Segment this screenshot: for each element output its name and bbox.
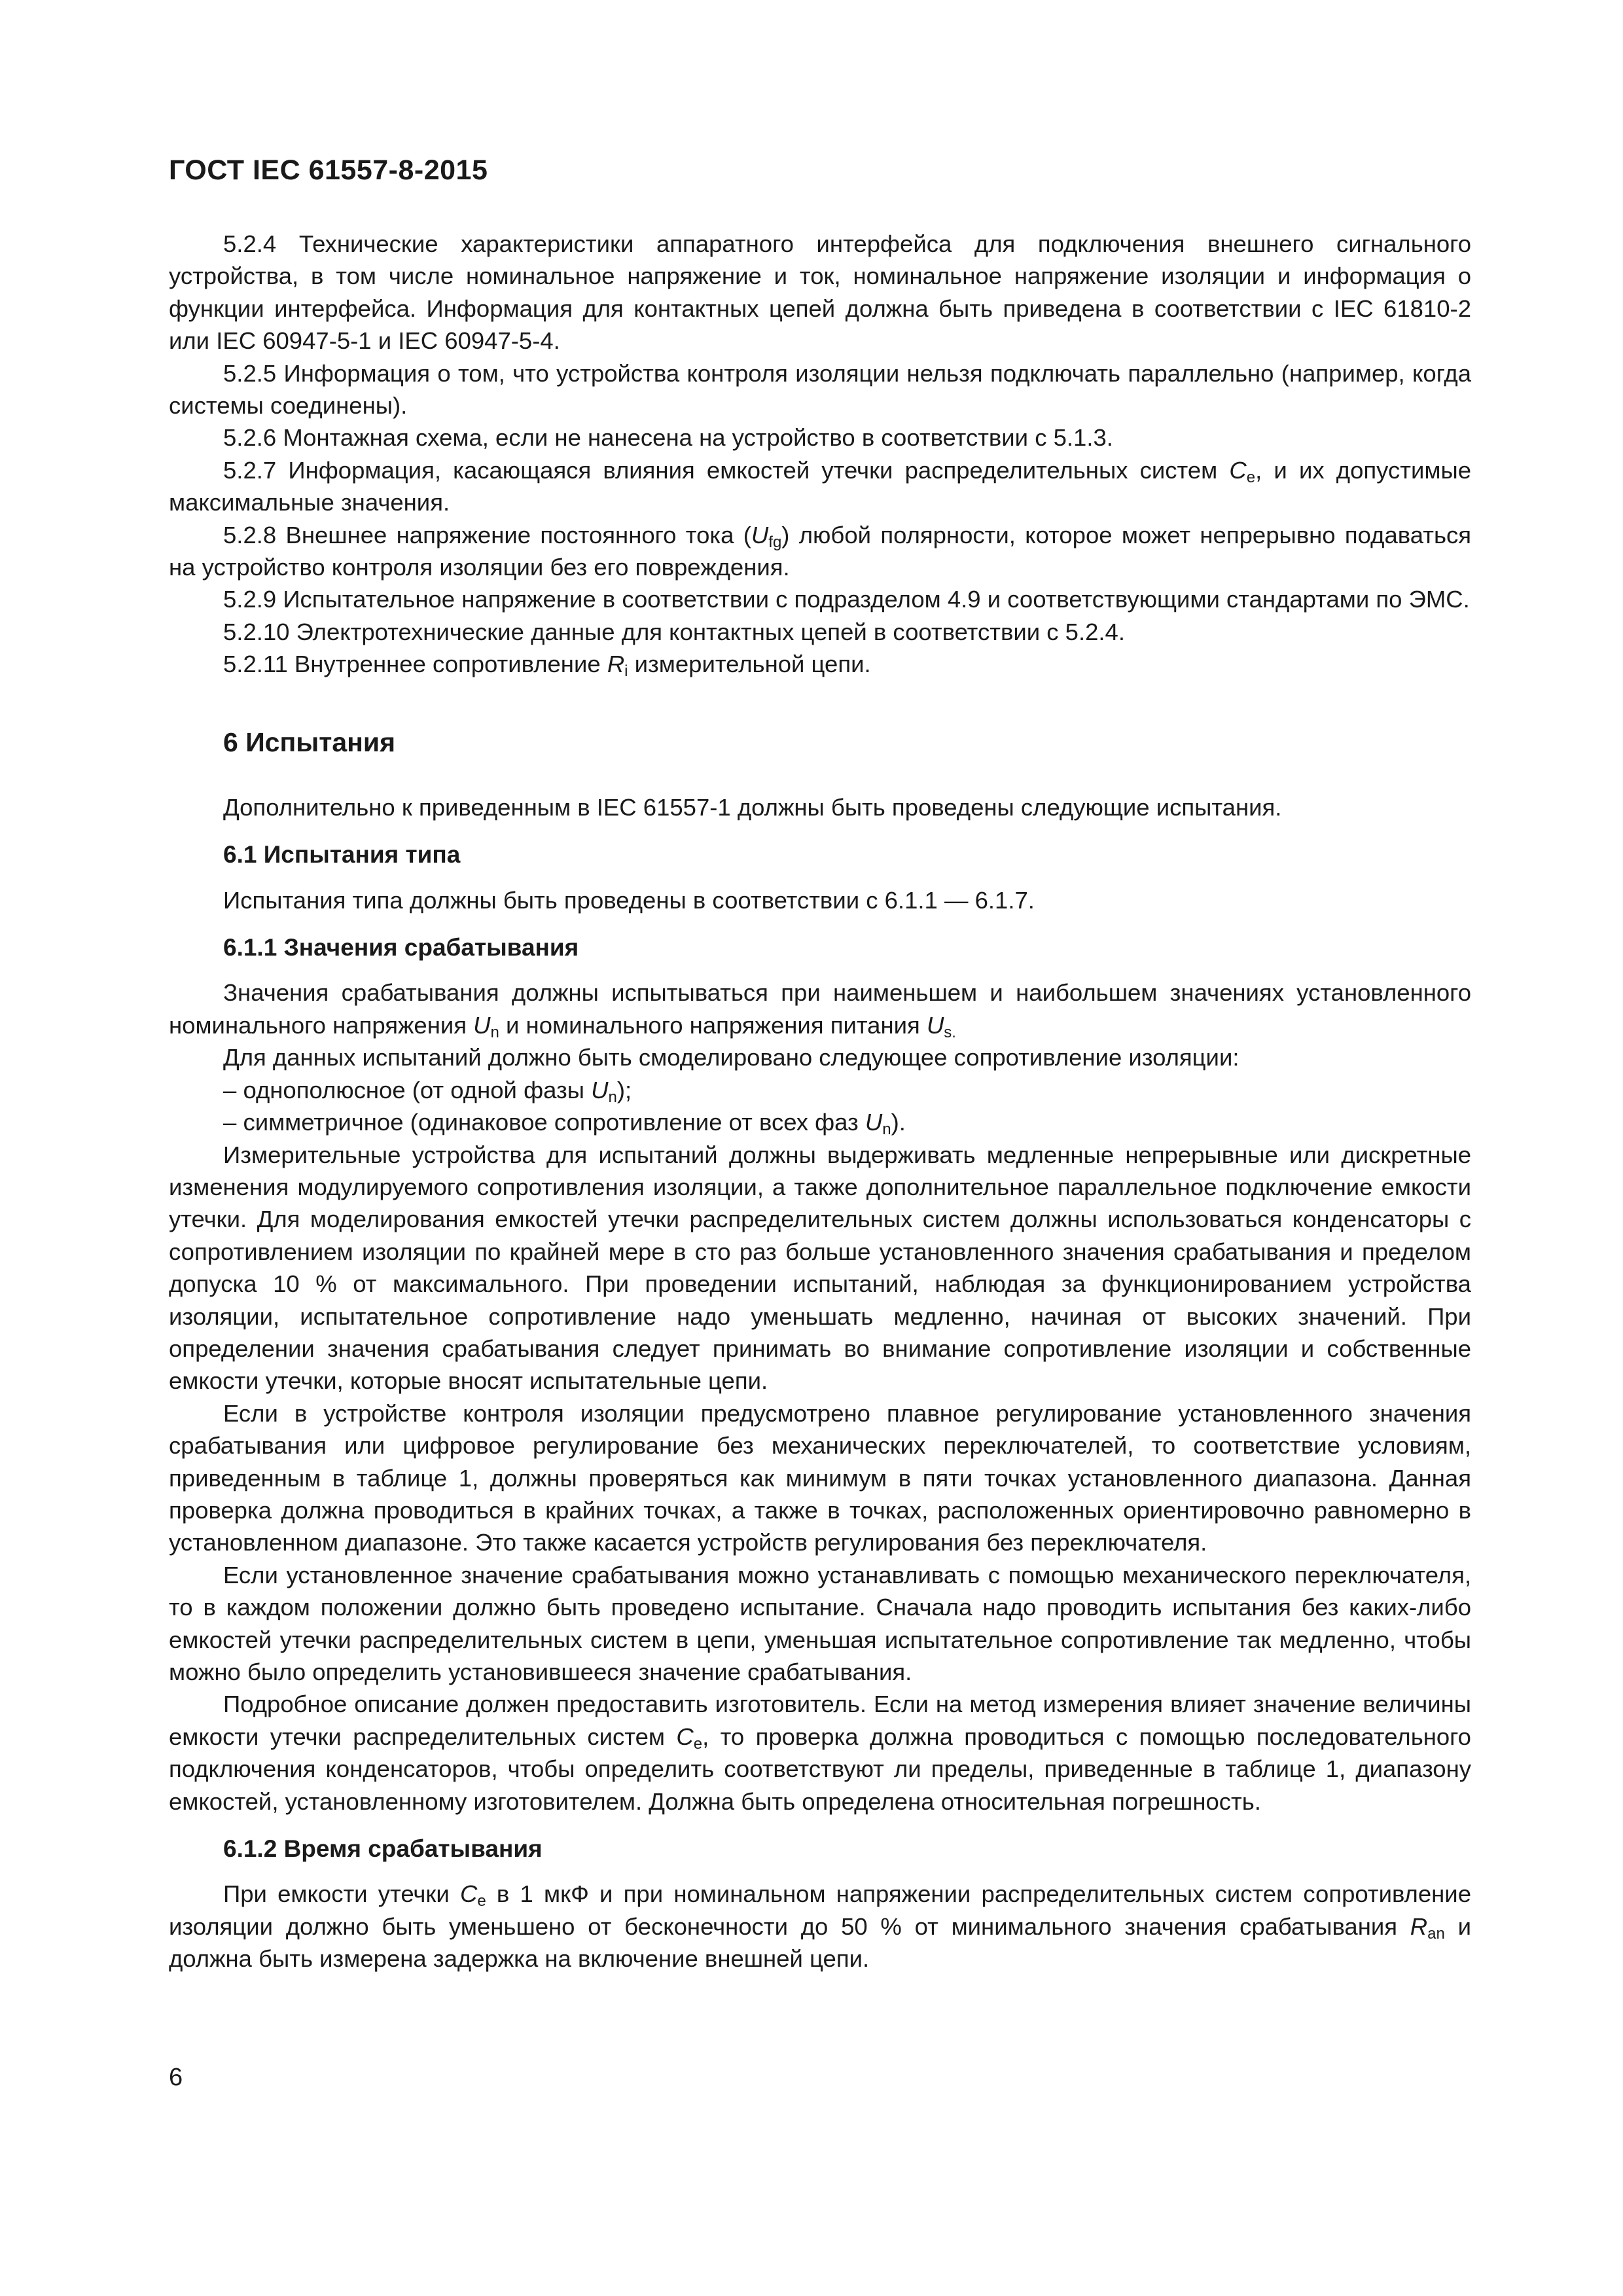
section-6-1-heading: 6.1 Испытания типа <box>223 841 461 869</box>
paragraph-6-1-1-a: Значения срабатывания должны испытываться при наименьшем и наибольшем значениях установленного номинального напряжения $U_n$ и номинального напряжения питания $U_{s.}$ <box>169 979 1471 1041</box>
section-6-heading: 6 Испытания <box>223 726 396 757</box>
document-code-header: ГОСТ IEC 61557-8-2015 <box>169 154 488 186</box>
paragraph-6-1-1-f: Подробное описание должен предоставить изготовитель. Если на метод измерения влияет значение величины емкости утечки распределительных систем $C_e$, то проверка должна проводиться с помощью последовательного подключения конденсаторов, чтобы определить соответствуют ли пределы, приведенные в таблице 1, диапазону емкостей, установленному изготовителем. Должна быть определена относительная погрешность. <box>169 1691 1471 1815</box>
section-6-1-2-heading: 6.1.2 Время срабатывания <box>223 1835 543 1863</box>
paragraph-6-1-1-c: Измерительные устройства для испытаний должны выдерживать медленные непрерывные или дискретные изменения модулируемого сопротивления изоляции, а также дополнительное параллельное подключение емкости утечки. Для моделирования емкостей утечки распределительных систем должны использоваться конденсаторы с сопротивлением изоляции по крайней мере в сто раз больше установленного значения срабатывания и пределом допуска 10 % от максимального. При проведении испытаний, наблюдая за функционированием устройства изоляции, испытательное сопротивление надо уменьшать медленно, начиная от высоких значений. При определении значения срабатывания следует принимать во внимание сопротивление изоляции и собственные емкости утечки, которые вносят испытательные цепи. <box>169 1141 1471 1395</box>
list-item-symmetric: – симметричное (одинаковое сопротивление от всех фаз $U_n$). <box>223 1109 906 1139</box>
list-item-single-pole: – однополюсное (от одной фазы $U_n$); <box>223 1076 632 1106</box>
section-6-1-1-heading: 6.1.1 Значения срабатывания <box>223 934 579 961</box>
section-6-1-text: Испытания типа должны быть проведены в соответствии с 6.1.1 — 6.1.7. <box>223 886 1035 914</box>
paragraph-5-2-7: 5.2.7 Информация, касающаяся влияния емкостей утечки распределительных систем $C_e$, и их допустимые максимальные значения. <box>169 456 1471 516</box>
paragraph-6-1-2-a: При емкости утечки $C_e$ в 1 мкФ и при номинальном напряжении распределительных систем сопротивление изоляции должно быть уменьшено от бесконечности до 50 % от минимального значения срабатывания $R_{an}$ и должна быть измерена задержка на включение внешней цепи. <box>169 1880 1471 1973</box>
document-body <box>169 228 1471 1975</box>
paragraph-5-2-6: 5.2.6 Монтажная схема, если не нанесена на устройство в соответствии с 5.1.3. <box>223 424 1113 452</box>
section-6-intro: Дополнительно к приведенным в IEC 61557-1 должны быть проведены следующие испытания. <box>223 793 1282 821</box>
paragraph-5-2-8: 5.2.8 Внешнее напряжение постоянного тока $(U_{fg})$ любой полярности, которое может непрерывно подаваться на устройство контроля изоляции без его повреждения. <box>169 521 1471 581</box>
paragraph-5-2-4: 5.2.4 Технические характеристики аппаратного интерфейса для подключения внешнего сигнального устройства, в том числе номинальное напряжение и ток, номинальное напряжение изоляции и информация о функции интерфейса. Информация для контактных цепей должна быть приведена в соответствии с IEC 61810-2 или IEC 60947-5-1 и IEC 60947-5-4. <box>169 230 1471 355</box>
paragraph-6-1-1-d: Если в устройстве контроля изоляции предусмотрено плавное регулирование установленного значения срабатывания или цифровое регулирование без механических переключателей, то соответствие условиям, приведенным в таблице 1, должны проверяться как минимум в пяти точках установленного диапазона. Данная проверка должна проводиться в крайних точках, а также в точках, расположенных ориентировочно равномерно в установленном диапазоне. Это также касается устройств регулирования без переключателя. <box>169 1399 1471 1556</box>
paragraph-5-2-11: 5.2.11 Внутреннее сопротивление $R_i$ измерительной цепи. <box>223 651 871 681</box>
paragraph-5-2-9: 5.2.9 Испытательное напряжение в соответствии с подразделом 4.9 и соответствующими стандартами по ЭМС. <box>223 586 1470 613</box>
paragraph-6-1-1-e: Если установленное значение срабатывания можно устанавливать с помощью механического переключателя, то в каждом положении должно быть проведено испытание. Сначала надо проводить испытания без каких-либо емкостей утечки распределительных систем в цепи, уменьшая испытательное сопротивление так медленно, чтобы можно было определить установившееся значение срабатывания. <box>169 1561 1471 1685</box>
paragraph-5-2-10: 5.2.10 Электротехнические данные для контактных цепей в соответствии с 5.2.4. <box>223 618 1125 645</box>
paragraph-5-2-5: 5.2.5 Информация о том, что устройства контроля изоляции нельзя подключать параллельно (например, когда системы соединены). <box>169 359 1471 420</box>
page-number: 6 <box>169 2064 183 2091</box>
paragraph-6-1-1-b: Для данных испытаний должно быть смоделировано следующее сопротивление изоляции: <box>223 1044 1240 1071</box>
